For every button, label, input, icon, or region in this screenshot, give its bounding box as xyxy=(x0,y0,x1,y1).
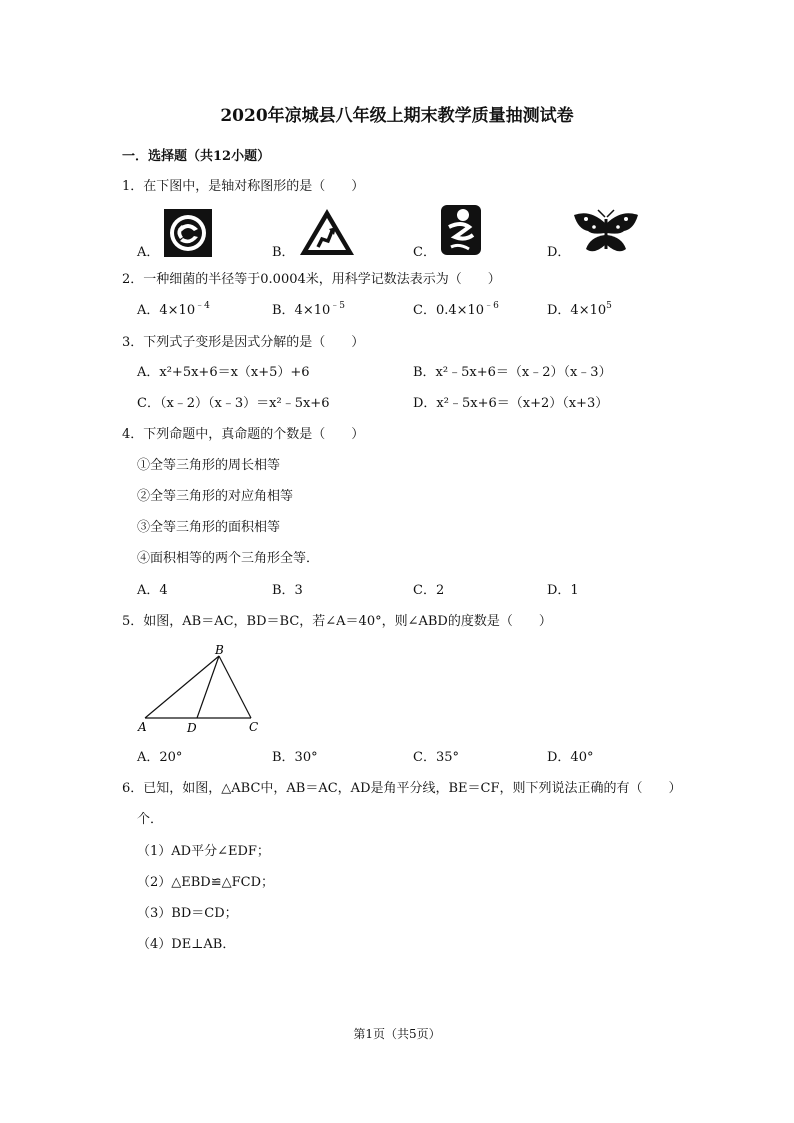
q4-statement-1: ①全等三角形的周长相等 xyxy=(137,458,281,473)
label-a: A xyxy=(138,720,147,734)
question-3-stem: 3．下列式子变形是因式分解的是（ ） xyxy=(122,335,365,350)
q3-option-b: B．x²﹣5x+6＝（x﹣2）（x﹣3） xyxy=(413,365,612,380)
q6-statement-2: （2）△EBD≌△FCD； xyxy=(137,875,275,890)
q2-option-d: D．$4\times 10^5$ xyxy=(547,301,612,318)
q3-option-c: C．（x﹣2）（x﹣3）＝x²﹣5x+6 xyxy=(137,396,330,411)
q3-option-d: D．x²﹣5x+6＝（x+2）（x+3） xyxy=(413,396,609,411)
q5-option-a: A．20° xyxy=(137,750,183,765)
question-6-stem: 6．已知，如图，△ABC中，AB＝AC，AD是角平分线，BE＝CF，则下列说法正确的有（ ） xyxy=(122,781,682,796)
recycle-logo-figure xyxy=(164,209,212,257)
page-title: 2020年凉城县八年级上期末教学质量抽测试卷 xyxy=(220,106,574,126)
question-1-stem: 1．在下图中，是轴对称图形的是（ ） xyxy=(122,179,365,194)
q3-option-a: A．x²+5x+6＝x（x+5）+6 xyxy=(137,365,310,380)
q4-option-a: A．4 xyxy=(137,583,168,598)
page-footer: 第1页（共5页） xyxy=(353,1027,441,1041)
label-d: D xyxy=(187,721,197,735)
label-c: C xyxy=(249,720,259,734)
q4-statement-2: ②全等三角形的对应角相等 xyxy=(137,489,294,504)
q4-option-d: D．1 xyxy=(547,583,579,598)
question-5-stem: 5．如图，AB＝AC，BD＝BC，若∠A＝40°，则∠ABD的度数是（ ） xyxy=(122,614,552,629)
q2-option-b: B．$4\times 10^{﹣5}$ xyxy=(272,301,345,318)
q1-option-d-label: D． xyxy=(547,245,571,260)
q5-option-d: D．40° xyxy=(547,750,594,765)
q4-option-c: C．2 xyxy=(413,583,445,598)
section-heading: 一．选择题（共12小题） xyxy=(122,149,271,164)
q6-statement-1: （1）AD平分∠EDF； xyxy=(137,844,270,859)
q4-statement-3: ③全等三角形的面积相等 xyxy=(137,520,281,535)
q5-option-b: B．30° xyxy=(272,750,318,765)
label-b: B xyxy=(215,643,224,657)
q6-statement-3: （3）BD＝CD； xyxy=(137,906,238,921)
q4-statement-4: ④面积相等的两个三角形全等． xyxy=(137,551,320,566)
butterfly-figure xyxy=(572,209,640,257)
seal-figure xyxy=(439,203,483,257)
q5-option-c: C．35° xyxy=(413,750,459,765)
q1-option-a-label: A． xyxy=(137,245,160,260)
q6-statement-4: （4）DE⊥AB． xyxy=(137,937,236,952)
q1-option-b-label: B． xyxy=(272,245,295,260)
question-4-stem: 4．下列命题中，真命题的个数是（ ） xyxy=(122,427,365,442)
q1-option-c-label: C． xyxy=(413,245,436,260)
triangle-abc-figure xyxy=(135,642,275,736)
question-2-stem: 2．一种细菌的半径等于0.0004米，用科学记数法表示为（ ） xyxy=(122,272,501,287)
question-6-stem-cont: 个． xyxy=(137,812,164,827)
q2-option-a: A．$4\times 10^{﹣4}$ xyxy=(137,301,210,318)
road-sign-figure xyxy=(298,207,356,257)
q4-option-b: B．3 xyxy=(272,583,303,598)
q2-option-c: C．$0.4\times 10^{﹣6}$ xyxy=(413,301,499,318)
